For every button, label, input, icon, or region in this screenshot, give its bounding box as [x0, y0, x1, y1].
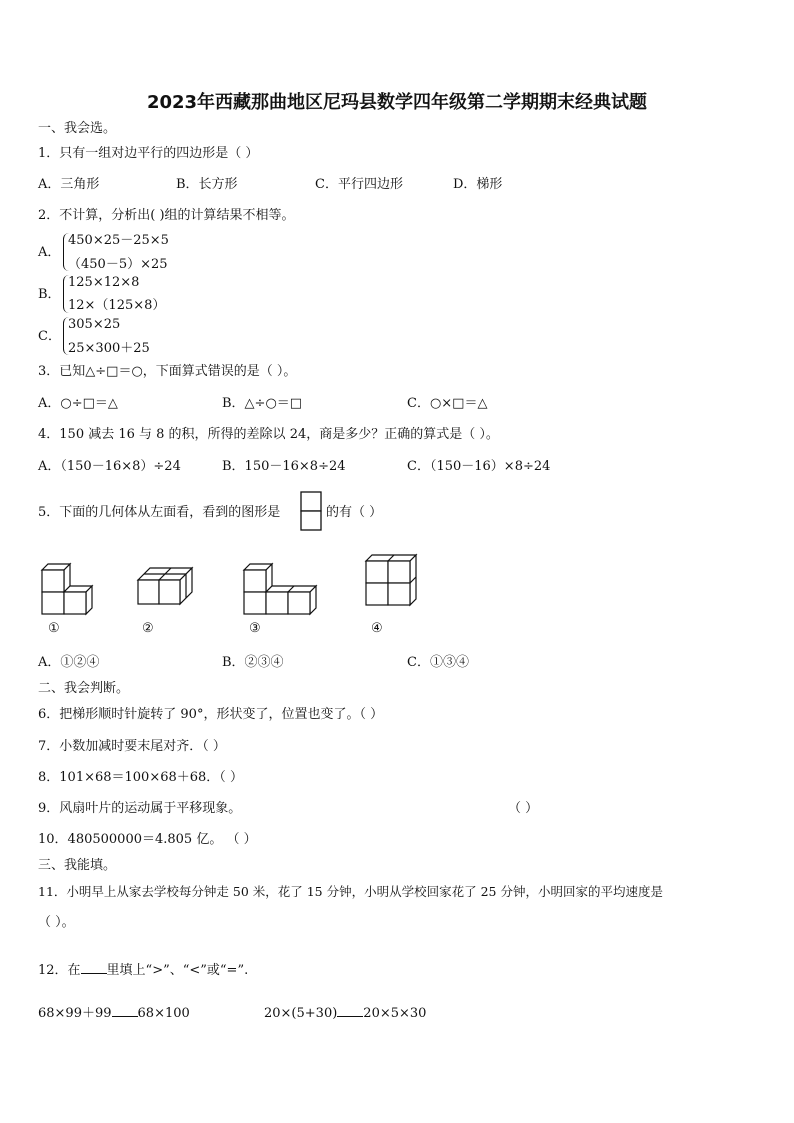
- figure-4-label: ④: [371, 621, 383, 636]
- q2-option-b-line1: 125×12×8: [68, 275, 140, 290]
- section-heading-3: 三、我能填。: [38, 858, 117, 873]
- q4-option-c[interactable]: C．（150－16）×8÷24: [407, 459, 551, 474]
- q4-option-b[interactable]: B．150－16×8÷24: [222, 459, 346, 474]
- q12-expr1-blank[interactable]: [112, 1003, 138, 1017]
- q2-option-a-label[interactable]: A．: [38, 245, 61, 260]
- question-6: 6．把梯形顺时针旋转了 90°，形状变了，位置也变了。（ ）: [38, 707, 384, 722]
- q5-option-c[interactable]: C．①③④: [407, 655, 469, 670]
- question-5-stem-pre: 5．下面的几何体从左面看，看到的图形是: [38, 505, 281, 520]
- q1-option-d[interactable]: D．梯形: [453, 177, 503, 192]
- q5-option-b[interactable]: B．②③④: [222, 655, 284, 670]
- q12-expr1-left: 68×99＋99: [38, 1006, 112, 1021]
- q12-expression-1: [38, 1003, 190, 1022]
- q2-option-a-line1: 450×25－25×5: [68, 233, 169, 248]
- q12-expr1-right: 68×100: [137, 1006, 190, 1021]
- figure-3-label: ③: [249, 621, 261, 636]
- q12-expression-2: [264, 1003, 426, 1022]
- q12-stem-pre: 12．在: [38, 963, 81, 978]
- question-11-line1: 11．小明早上从家去学校每分钟走 50 米，花了 15 分钟，小明从学校回家花了 25 分钟，小明回家的平均速度是: [38, 884, 663, 899]
- question-5-stem-post: 的有（ ）: [326, 505, 383, 520]
- question-1-stem: 1．只有一组对边平行的四边形是（ ）: [38, 146, 259, 161]
- question-12-stem: [38, 960, 248, 979]
- q5-option-a[interactable]: A．①②④: [38, 655, 100, 670]
- solid-figure-2: [136, 566, 196, 608]
- question-10: 10．480500000＝4.805 亿。 （ ）: [38, 832, 257, 847]
- solid-figure-4: [364, 553, 420, 609]
- question-7: 7．小数加减时要末尾对齐．（ ）: [38, 739, 226, 754]
- q4-option-a[interactable]: A．（150－16×8）÷24: [38, 459, 181, 474]
- section-heading-2: 二、我会判断。: [38, 681, 130, 696]
- question-4-stem: 4．150 减去 16 与 8 的积，所得的差除以 24，商是多少？正确的算式是（ ）。: [38, 427, 499, 442]
- q2-option-c-label[interactable]: C．: [38, 329, 61, 344]
- q12-expr2-left: 20×(5+30): [264, 1006, 338, 1021]
- page-title: 2023年西藏那曲地区尼玛县数学四年级第二学期期末经典试题: [146, 92, 648, 113]
- q12-stem-post: 里填上“>”、“<”或“=”.: [106, 963, 249, 978]
- q12-expr2-right: 20×5×30: [363, 1006, 427, 1021]
- section-heading-1: 一、我会选。: [38, 121, 117, 136]
- question-3-stem: 3．已知△÷□＝○，下面算式错误的是（ ）。: [38, 364, 297, 379]
- q2-option-b-label[interactable]: B．: [38, 287, 61, 302]
- solid-figure-3: [242, 562, 320, 618]
- figure-1-label: ①: [48, 621, 60, 636]
- q3-option-b[interactable]: B．△÷○＝□: [222, 396, 303, 411]
- question-11-line2[interactable]: （ ）。: [38, 915, 75, 930]
- solid-figure-1: [40, 562, 96, 618]
- question-2-stem: 2．不计算，分析出( )组的计算结果不相等。: [38, 208, 295, 223]
- q9-answer-blank[interactable]: （ ）: [508, 801, 539, 816]
- question-8: 8．101×68＝100×68＋68．（ ）: [38, 770, 243, 785]
- figure-2-label: ②: [142, 621, 154, 636]
- q2-option-b-line2: 12×（125×8）: [68, 298, 166, 313]
- q12-blank-sample: [81, 960, 107, 974]
- q2-option-a-line2: （450－5）×25: [68, 257, 168, 272]
- question-9: 9．风扇叶片的运动属于平移现象。: [38, 801, 242, 816]
- q1-option-c[interactable]: C．平行四边形: [315, 177, 403, 192]
- q2-option-c-line1: 305×25: [68, 317, 121, 332]
- q12-expr2-blank[interactable]: [337, 1003, 363, 1017]
- q2-option-c-line2: 25×300＋25: [68, 341, 150, 356]
- q3-option-c[interactable]: C．○×□＝△: [407, 396, 488, 411]
- q3-option-a[interactable]: A．○÷□＝△: [38, 396, 118, 411]
- two-square-stack-icon: [300, 491, 322, 531]
- q1-option-b[interactable]: B．长方形: [176, 177, 238, 192]
- q1-option-a[interactable]: A．三角形: [38, 177, 100, 192]
